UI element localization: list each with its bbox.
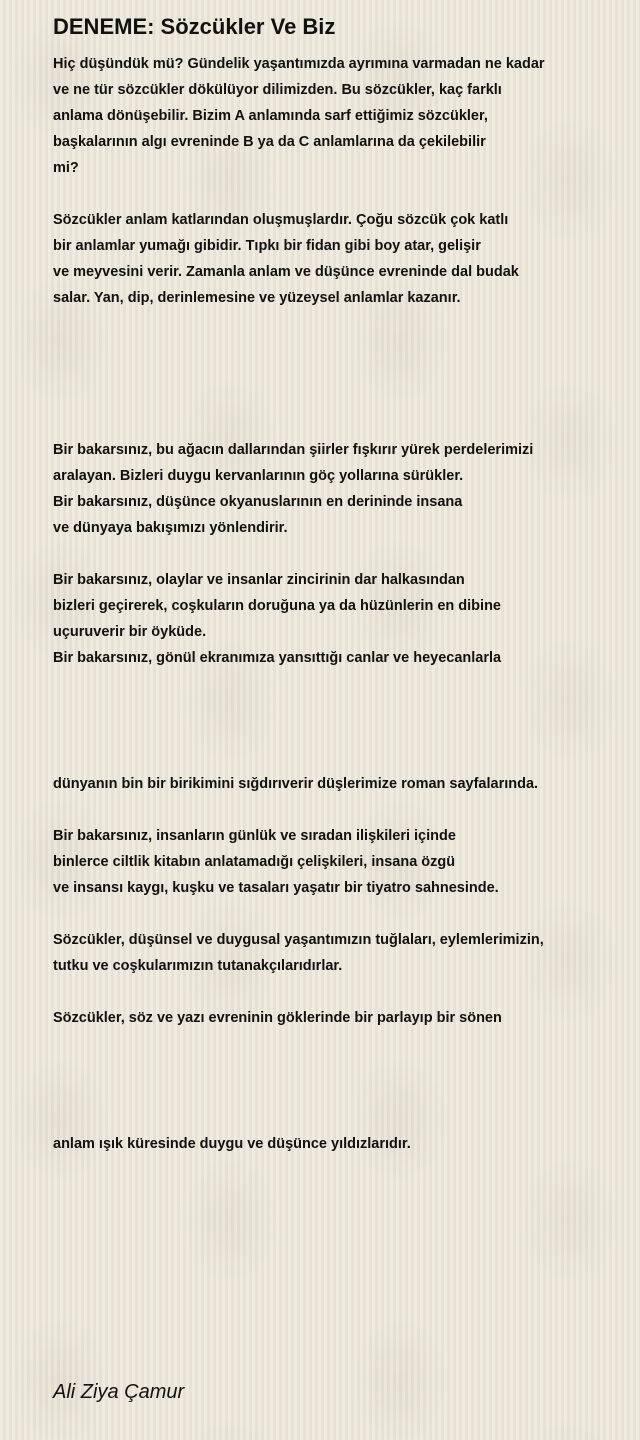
essay-title: DENEME: Sözcükler Ve Biz	[53, 14, 336, 39]
text-line: Sözcükler, söz ve yazı evreninin göklerinde bir parlayıp bir sönen	[53, 1010, 502, 1026]
text-line: tutku ve coşkularımızın tutanakçılarıdırlar.	[53, 958, 343, 974]
text-line: Hiç düşündük mü? Gündelik yaşantımızda ayrımına varmadan ne kadar	[53, 56, 545, 72]
author-signature: Ali Ziya Çamur	[53, 1381, 185, 1403]
paragraph-3	[53, 437, 533, 541]
paragraph-2	[53, 207, 519, 311]
text-line: ve ne tür sözcükler dökülüyor dilimizden. Bu sözcükler, kaç farklı	[53, 82, 502, 98]
text-line: başkalarının algı evreninde B ya da C anlamlarına da çekilebilir	[53, 134, 486, 150]
text-line: anlam ışık küresinde duygu ve düşünce yıldızlarıdır.	[53, 1136, 411, 1152]
paragraph-1	[53, 51, 545, 181]
text-line: ve insansı kaygı, kuşku ve tasaları yaşatır bir tiyatro sahnesinde.	[53, 880, 499, 896]
text-line: ve dünyaya bakışımızı yönlendirir.	[53, 520, 288, 536]
text-line: Bir bakarsınız, olaylar ve insanlar zincirinin dar halkasından	[53, 572, 465, 588]
text-line: salar. Yan, dip, derinlemesine ve yüzeysel anlamlar kazanır.	[53, 290, 461, 306]
text-line: Bir bakarsınız, insanların günlük ve sıradan ilişkileri içinde	[53, 828, 456, 844]
text-line: binlerce ciltlik kitabın anlatamadığı çelişkileri, insana özgü	[53, 854, 456, 870]
text-line: dünyanın bin bir birikimini sığdırıverir düşlerimize roman sayfalarında.	[53, 776, 539, 792]
text-line: Sözcükler, düşünsel ve duygusal yaşantımızın tuğlaları, eylemlerimizin,	[53, 932, 544, 948]
text-line: uçuruverir bir öyküde.	[53, 624, 207, 640]
text-line: Sözcükler anlam katlarından oluşmuşlardır. Çoğu sözcük çok katlı	[53, 212, 509, 228]
text-line: bir anlamlar yumağı gibidir. Tıpkı bir fidan gibi boy atar, gelişir	[53, 238, 481, 254]
text-line: aralayan. Bizleri duygu kervanlarının göç yollarına sürükler.	[53, 468, 464, 484]
text-line: bizleri geçirerek, coşkuların doruğuna ya da hüzünlerin en dibine	[53, 598, 501, 614]
text-line: Bir bakarsınız, düşünce okyanuslarının en derininde insana	[53, 494, 463, 510]
text-line: Bir bakarsınız, gönül ekranımıza yansıttığı canlar ve heyecanlarla	[53, 650, 502, 666]
paragraph-6	[53, 823, 499, 901]
paragraph-5	[53, 771, 538, 797]
text-line: anlama dönüşebilir. Bizim A anlamında sarf ettiğimiz sözcükler,	[53, 108, 488, 124]
paragraph-7	[53, 927, 544, 979]
paragraph-4	[53, 567, 501, 671]
text-line: Bir bakarsınız, bu ağacın dallarından şiirler fışkırır yürek perdelerimizi	[53, 442, 534, 458]
paragraph-8	[53, 1005, 502, 1031]
text-line: mi?	[53, 160, 79, 176]
text-line: ve meyvesini verir. Zamanla anlam ve düşünce evreninde dal budak	[53, 264, 519, 280]
paragraph-9	[53, 1131, 411, 1157]
